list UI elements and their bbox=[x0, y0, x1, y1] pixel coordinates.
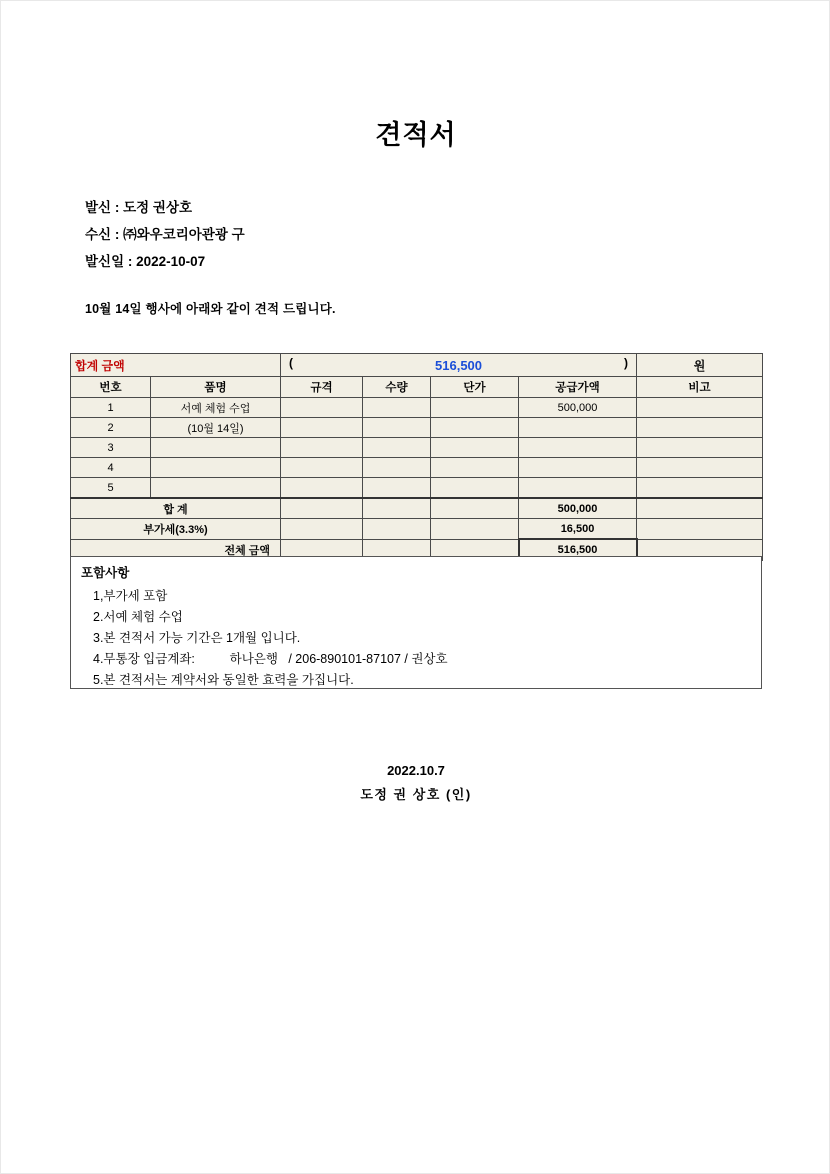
cell-supply bbox=[519, 418, 637, 438]
issue-date-line: 발신일 : 2022-10-07 bbox=[85, 254, 206, 269]
signature-name: 도정 권 상호 (인) bbox=[360, 787, 472, 802]
summary-row-subtotal bbox=[71, 498, 763, 519]
total-amount-label: 합계 금액 bbox=[71, 354, 281, 377]
column-header-spec: 규격 bbox=[281, 377, 363, 398]
header-info-block bbox=[85, 194, 245, 275]
column-header-item: 품명 bbox=[151, 377, 281, 398]
cell-supply bbox=[519, 478, 637, 499]
summary-spec bbox=[281, 498, 363, 519]
cell-price bbox=[431, 438, 519, 458]
cell-spec bbox=[281, 398, 363, 418]
summary-spec bbox=[281, 519, 363, 540]
cell-note bbox=[637, 418, 763, 438]
cell-item bbox=[151, 438, 281, 458]
total-amount-cell bbox=[281, 354, 637, 377]
column-header-price: 단가 bbox=[431, 377, 519, 398]
summary-row-vat bbox=[71, 519, 763, 540]
cell-no: 3 bbox=[71, 438, 151, 458]
cell-no: 5 bbox=[71, 478, 151, 499]
recipient-line: 수신 : ㈜와우코리아관광 구 bbox=[85, 227, 245, 242]
cell-item bbox=[151, 458, 281, 478]
cell-supply bbox=[519, 438, 637, 458]
cell-spec bbox=[281, 478, 363, 499]
table-row bbox=[71, 438, 763, 458]
table-row bbox=[71, 398, 763, 418]
cell-note bbox=[637, 398, 763, 418]
summary-label: 합 계 bbox=[71, 498, 281, 519]
signature-date: 2022.10.7 bbox=[387, 763, 445, 778]
quote-table bbox=[70, 353, 763, 561]
cell-qty bbox=[363, 398, 431, 418]
cell-item: (10월 14일) bbox=[151, 418, 281, 438]
total-amount-value: 516,500 bbox=[435, 357, 483, 373]
notes-list bbox=[93, 586, 448, 691]
summary-price bbox=[431, 498, 519, 519]
summary-qty bbox=[363, 498, 431, 519]
column-header-supply: 공급가액 bbox=[519, 377, 637, 398]
cell-note bbox=[637, 438, 763, 458]
notes-title: 포함사항 bbox=[81, 566, 130, 580]
cell-no: 1 bbox=[71, 398, 151, 418]
summary-qty bbox=[363, 519, 431, 540]
summary-supply: 16,500 bbox=[519, 519, 637, 540]
table-row bbox=[71, 418, 763, 438]
table-header-row bbox=[71, 377, 763, 398]
list-item: 1,부가세 포함 bbox=[93, 589, 168, 603]
cell-item bbox=[151, 478, 281, 499]
signature-block bbox=[1, 759, 830, 807]
intro-text: 10월 14일 행사에 아래와 같이 견적 드립니다. bbox=[85, 302, 336, 316]
summary-note bbox=[637, 519, 763, 540]
column-header-no: 번호 bbox=[71, 377, 151, 398]
column-header-qty: 수량 bbox=[363, 377, 431, 398]
cell-price bbox=[431, 478, 519, 499]
cell-supply bbox=[519, 458, 637, 478]
sender-line: 발신 : 도정 권상호 bbox=[85, 200, 193, 215]
paren-left: ( bbox=[289, 356, 294, 370]
cell-qty bbox=[363, 418, 431, 438]
grand-total-supply: 516,500 bbox=[519, 539, 637, 560]
table-row bbox=[71, 458, 763, 478]
page-title: 견적서 bbox=[375, 120, 457, 150]
cell-qty bbox=[363, 478, 431, 499]
list-item: 2.서예 체험 수업 bbox=[93, 610, 183, 624]
column-header-note: 비고 bbox=[637, 377, 763, 398]
cell-supply: 500,000 bbox=[519, 398, 637, 418]
summary-note bbox=[637, 498, 763, 519]
cell-qty bbox=[363, 458, 431, 478]
cell-spec bbox=[281, 458, 363, 478]
cell-spec bbox=[281, 418, 363, 438]
table-total-row bbox=[71, 354, 763, 377]
summary-label: 부가세(3.3%) bbox=[71, 519, 281, 540]
cell-qty bbox=[363, 438, 431, 458]
cell-spec bbox=[281, 438, 363, 458]
cell-note bbox=[637, 458, 763, 478]
cell-no: 4 bbox=[71, 458, 151, 478]
cell-price bbox=[431, 418, 519, 438]
list-item: 5.본 견적서는 계약서와 동일한 효력을 가집니다. bbox=[93, 673, 354, 687]
summary-price bbox=[431, 519, 519, 540]
list-item: 3.본 견적서 가능 기간은 1개월 입니다. bbox=[93, 631, 301, 645]
cell-price bbox=[431, 398, 519, 418]
cell-item: 서예 체험 수업 bbox=[151, 398, 281, 418]
cell-note bbox=[637, 478, 763, 499]
notes-box bbox=[70, 556, 762, 689]
list-item: 4.무통장 입금계좌: 하나은행 / 206-890101-87107 / 권상호 bbox=[93, 652, 448, 666]
cell-no: 2 bbox=[71, 418, 151, 438]
summary-supply: 500,000 bbox=[519, 498, 637, 519]
table-row bbox=[71, 478, 763, 499]
currency-unit: 원 bbox=[637, 354, 763, 377]
cell-price bbox=[431, 458, 519, 478]
paren-right: ) bbox=[624, 356, 629, 370]
grand-total-label: 전체 금액 bbox=[71, 539, 281, 560]
